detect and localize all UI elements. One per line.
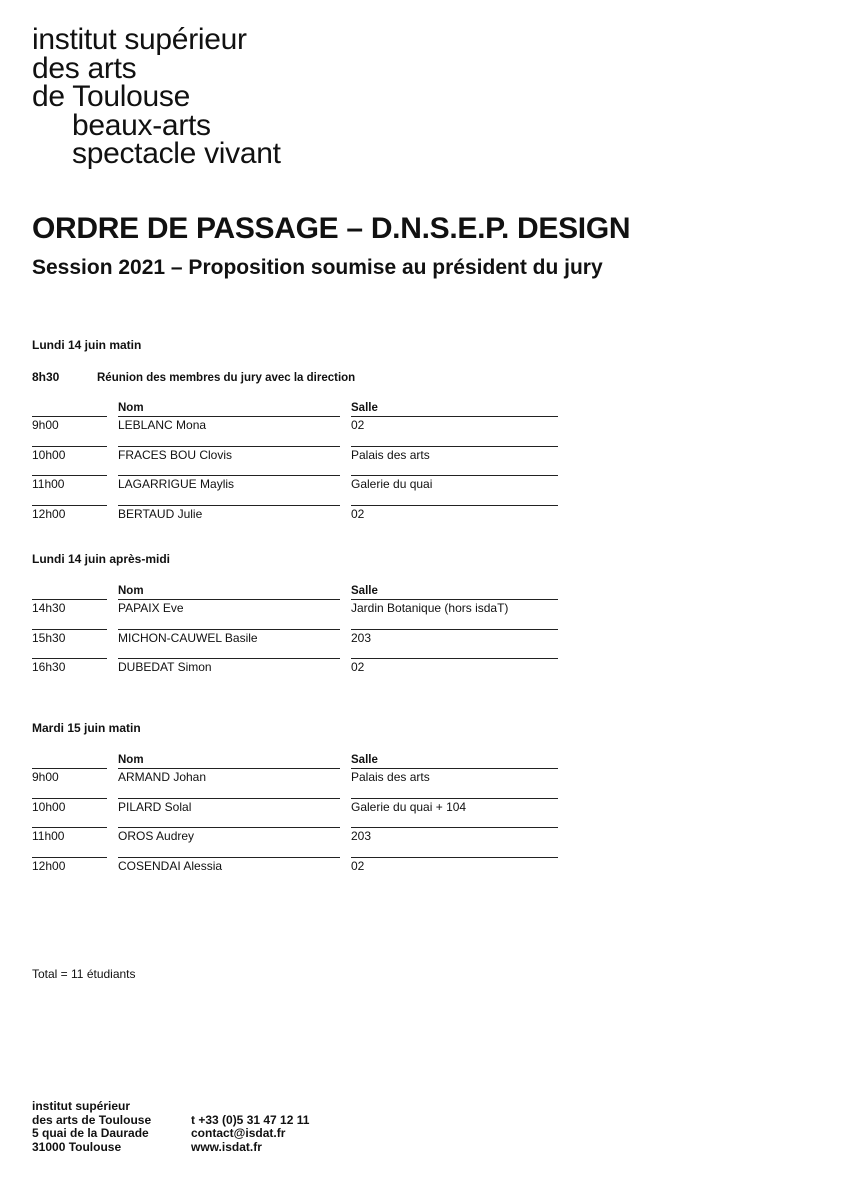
table-row (32, 857, 558, 887)
column-header-salle: Salle (351, 754, 378, 766)
jury-meeting (32, 370, 355, 384)
room-cell: 02 (351, 505, 558, 535)
address-line: 31000 Toulouse (32, 1139, 122, 1154)
name-cell: OROS Audrey (118, 827, 340, 857)
room-cell: Galerie du quai + 104 (351, 798, 558, 828)
address-line: institut supérieur (32, 1099, 131, 1113)
column-header-nom: Nom (118, 754, 144, 766)
table-header (32, 585, 558, 599)
name-cell: COSENDAI Alessia (118, 857, 340, 887)
table-header (32, 754, 558, 768)
table-row (32, 446, 558, 476)
time-cell: 16h30 (32, 658, 107, 688)
time-cell: 14h30 (32, 599, 107, 629)
time-cell: 11h00 (32, 475, 107, 505)
column-header-salle: Salle (351, 585, 378, 597)
name-cell: PILARD Solal (118, 798, 340, 828)
name-cell: LEBLANC Mona (118, 416, 340, 446)
phone-number: t +33 (0)5 31 47 12 11 (191, 1112, 310, 1127)
name-cell: FRACES BOU Clovis (118, 446, 340, 476)
page-title: ORDRE DE PASSAGE – D.N.S.E.P. DESIGN (32, 212, 631, 245)
table-row (32, 475, 558, 505)
room-cell: 02 (351, 658, 558, 688)
room-cell: Palais des arts (351, 446, 558, 476)
logo-line: institut supérieur (32, 23, 247, 56)
session-day-heading: Lundi 14 juin matin (32, 338, 142, 352)
room-cell: Galerie du quai (351, 475, 558, 505)
schedule-table (32, 585, 558, 688)
name-cell: PAPAIX Eve (118, 599, 340, 629)
time-cell: 11h00 (32, 827, 107, 857)
schedule-table (32, 754, 558, 886)
table-row (32, 629, 558, 659)
logo-line: de Toulouse (32, 80, 190, 113)
time-cell: 10h00 (32, 446, 107, 476)
address-line: des arts de Toulouse (32, 1112, 152, 1127)
time-cell: 12h00 (32, 857, 107, 887)
logo-line: spectacle vivant (72, 137, 281, 170)
table-row (32, 827, 558, 857)
room-cell: 203 (351, 629, 558, 659)
website-url: www.isdat.fr (191, 1139, 262, 1154)
table-row (32, 658, 558, 688)
meeting-time: 8h30 (32, 370, 60, 384)
footer-address (32, 1100, 151, 1154)
table-row (32, 505, 558, 535)
room-cell: Palais des arts (351, 768, 558, 798)
institution-logo (32, 23, 281, 170)
address-line: 5 quai de la Daurade (32, 1126, 149, 1141)
session-day-heading: Lundi 14 juin après-midi (32, 552, 171, 566)
time-cell: 10h00 (32, 798, 107, 828)
name-cell: BERTAUD Julie (118, 505, 340, 535)
room-cell: Jardin Botanique (hors isdaT) (351, 599, 558, 629)
table-row (32, 416, 558, 446)
room-cell: 02 (351, 416, 558, 446)
email-address: contact@isdat.fr (191, 1126, 286, 1141)
room-cell: 203 (351, 827, 558, 857)
student-total: Total = 11 étudiants (32, 967, 136, 981)
room-cell: 02 (351, 857, 558, 887)
time-cell: 9h00 (32, 768, 107, 798)
meeting-description: Réunion des membres du jury avec la direction (97, 372, 356, 384)
name-cell: MICHON-CAUWEL Basile (118, 629, 340, 659)
time-cell: 9h00 (32, 416, 107, 446)
name-cell: LAGARRIGUE Maylis (118, 475, 340, 505)
time-cell: 15h30 (32, 629, 107, 659)
session-day-heading: Mardi 15 juin matin (32, 721, 141, 735)
time-cell: 12h00 (32, 505, 107, 535)
column-header-salle: Salle (351, 402, 378, 414)
name-cell: DUBEDAT Simon (118, 658, 340, 688)
table-row (32, 768, 558, 798)
schedule-table (32, 402, 558, 534)
logo-line: des arts (32, 51, 137, 85)
page-subtitle: Session 2021 – Proposition soumise au président du jury (32, 256, 603, 279)
footer-contact (191, 1114, 309, 1155)
name-cell: ARMAND Johan (118, 768, 340, 798)
table-header (32, 402, 558, 416)
logo-line: beaux-arts (72, 108, 211, 142)
table-row (32, 599, 558, 629)
column-header-nom: Nom (118, 585, 144, 597)
table-row (32, 798, 558, 828)
column-header-nom: Nom (118, 402, 144, 414)
